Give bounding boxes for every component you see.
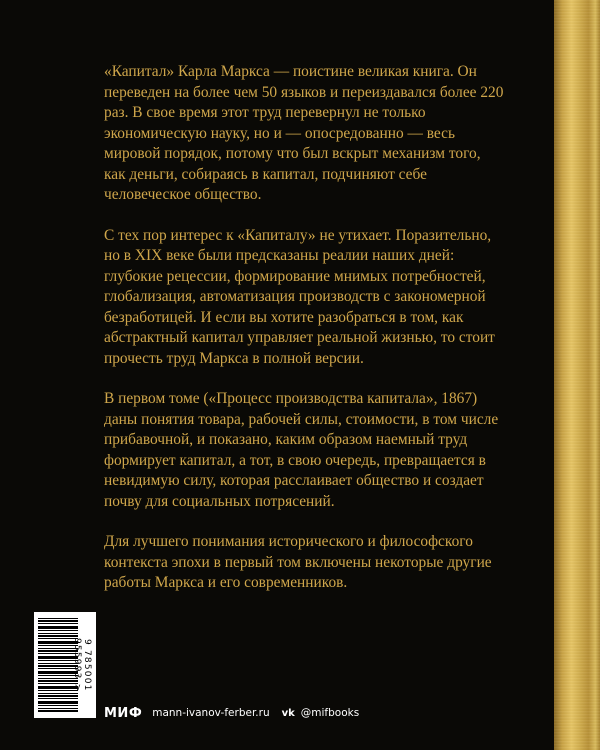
- paragraph-3: В первом томе («Процесс производства капитала», 1867) даны понятия товара, рабочей силы, стоимости, в том числе прибавочной, и показано, каким образом наемный труд формирует капитал, а тот, в свою очередь, превращается в невидимую силу, которая расслаивает общество и создает почву для социальных потрясений.: [104, 390, 499, 510]
- isbn-barcode: [34, 612, 96, 718]
- social-handle[interactable]: @mifbooks: [300, 707, 360, 719]
- paragraph-1: «Капитал» Карла Маркса — поистине великая книга. Он переведен на более чем 50 языков и переиздавался более 220 раз. В свое время этот труд перевернул не только экономическую науку, но и — опосредованно — весь мировой порядок, потому что был вскрыт механизм того, как деньги, собираясь в капитал, подчиняют себе человеческое общество.: [104, 63, 504, 203]
- description-text: [104, 62, 504, 614]
- gold-spine: [554, 0, 600, 750]
- vk-icon: vk: [281, 707, 295, 719]
- paragraph-2: С тех пор интерес к «Капиталу» не утихает. Поразительно, но в XIX веке были предсказаны реалии наших дней: глубокие рецессии, формирование мнимых потребностей, глобализация, автоматизация производств с закономерной безработицей. И если вы хотите разобраться в том, как абстрактный капитал управляет реальной жизнью, то стоит прочесть труд Маркса в полной версии.: [104, 226, 495, 367]
- paragraph-4: Для лучшего понимания исторического и философского контекста эпохи в первый том включены некоторые другие работы Маркса и его современников.: [104, 533, 492, 591]
- publisher-logo: МИФ: [104, 705, 143, 721]
- website-link[interactable]: mann-ivanov-ferber.ru: [152, 707, 270, 719]
- publisher-footer: [104, 704, 359, 722]
- barcode-digits: 9 785001 955993 >: [72, 637, 92, 693]
